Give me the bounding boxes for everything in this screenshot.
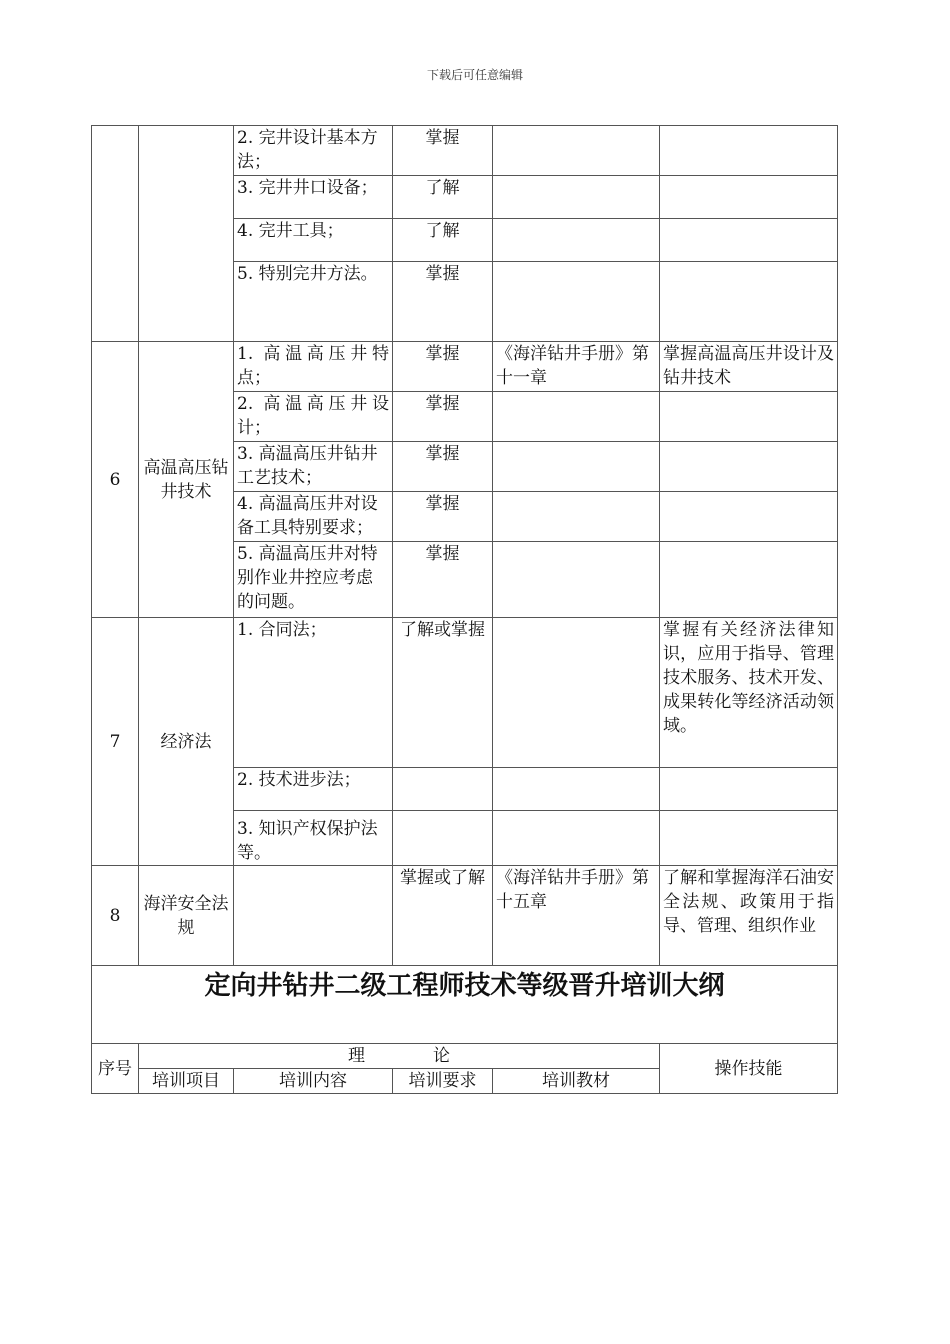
title-row [92, 966, 838, 1044]
requirement-cell [393, 811, 493, 866]
table-row [92, 866, 838, 966]
skill-cell: 掌握有关经济法律知识，应用于指导、管理技术服务、技术开发、成果转化等经济活动领域。 [660, 618, 838, 768]
material-cell [493, 768, 660, 811]
requirement-cell: 掌握 [393, 392, 493, 442]
skill-cell [660, 492, 838, 542]
header-content: 培训内容 [234, 1069, 393, 1094]
requirement-cell: 掌握 [393, 126, 493, 176]
material-cell [493, 219, 660, 262]
requirement-cell: 掌握 [393, 542, 493, 618]
material-cell [493, 442, 660, 492]
seq-cell: 6 [92, 342, 139, 618]
requirement-cell: 了解 [393, 219, 493, 262]
item-cell: 经济法 [139, 618, 234, 866]
item-cell: 海洋安全法规 [139, 866, 234, 966]
material-cell [493, 262, 660, 342]
requirement-cell: 掌握或了解 [393, 866, 493, 966]
seq-cell: 8 [92, 866, 139, 966]
skill-cell [660, 442, 838, 492]
header-requirement: 培训要求 [393, 1069, 493, 1094]
material-cell [493, 811, 660, 866]
content-cell: 2. 完井设计基本方法； [234, 126, 393, 176]
requirement-cell: 掌握 [393, 492, 493, 542]
content-cell: 5. 高温高压井对特别作业井控应考虑的问题。 [234, 542, 393, 618]
item-cell [139, 126, 234, 342]
training-outline-table [91, 125, 838, 1094]
material-cell: 《海洋钻井手册》第十五章 [493, 866, 660, 966]
material-cell [493, 392, 660, 442]
skill-cell: 了解和掌握海洋石油安全法规、政策用于指导、管理、组织作业 [660, 866, 838, 966]
table-row [92, 126, 838, 176]
table-row [92, 618, 838, 768]
content-cell: 1. 高温高压井特点； [234, 342, 393, 392]
skill-cell [660, 262, 838, 342]
requirement-cell: 掌握 [393, 442, 493, 492]
content-cell [234, 866, 393, 966]
table-row [92, 342, 838, 392]
skill-cell [660, 768, 838, 811]
item-cell: 高温高压钻井技术 [139, 342, 234, 618]
material-cell [493, 176, 660, 219]
skill-cell [660, 542, 838, 618]
content-cell: 3. 知识产权保护法等。 [234, 811, 393, 866]
document-title: 定向井钻井二级工程师技术等级晋升培训大纲 [92, 966, 838, 1044]
page-watermark: 下载后可任意编辑 [426, 68, 523, 82]
header-row [92, 1044, 838, 1069]
seq-cell: 7 [92, 618, 139, 866]
seq-cell [92, 126, 139, 342]
material-cell [493, 618, 660, 768]
requirement-cell: 掌握 [393, 342, 493, 392]
content-cell: 4. 高温高压井对设备工具特别要求； [234, 492, 393, 542]
content-cell: 5. 特别完井方法。 [234, 262, 393, 342]
header-item: 培训项目 [139, 1069, 234, 1094]
material-cell [493, 126, 660, 176]
skill-cell: 掌握高温高压井设计及钻井技术 [660, 342, 838, 392]
material-cell: 《海洋钻井手册》第十一章 [493, 342, 660, 392]
skill-cell [660, 219, 838, 262]
header-material: 培训教材 [493, 1069, 660, 1094]
header-theory: 理 论 [139, 1044, 660, 1069]
skill-cell [660, 176, 838, 219]
skill-cell [660, 392, 838, 442]
content-cell: 3. 高温高压井钻井工艺技术； [234, 442, 393, 492]
requirement-cell: 掌握 [393, 262, 493, 342]
requirement-cell [393, 768, 493, 811]
requirement-cell: 了解 [393, 176, 493, 219]
material-cell [493, 492, 660, 542]
header-seq: 序号 [92, 1044, 139, 1094]
material-cell [493, 542, 660, 618]
content-cell: 4. 完井工具； [234, 219, 393, 262]
content-cell: 3. 完井井口设备； [234, 176, 393, 219]
header-skill: 操作技能 [660, 1044, 838, 1094]
content-cell: 2. 高温高压井设计； [234, 392, 393, 442]
content-cell: 2. 技术进步法； [234, 768, 393, 811]
requirement-cell: 了解或掌握 [393, 618, 493, 768]
skill-cell [660, 811, 838, 866]
skill-cell [660, 126, 838, 176]
content-cell: 1. 合同法； [234, 618, 393, 768]
